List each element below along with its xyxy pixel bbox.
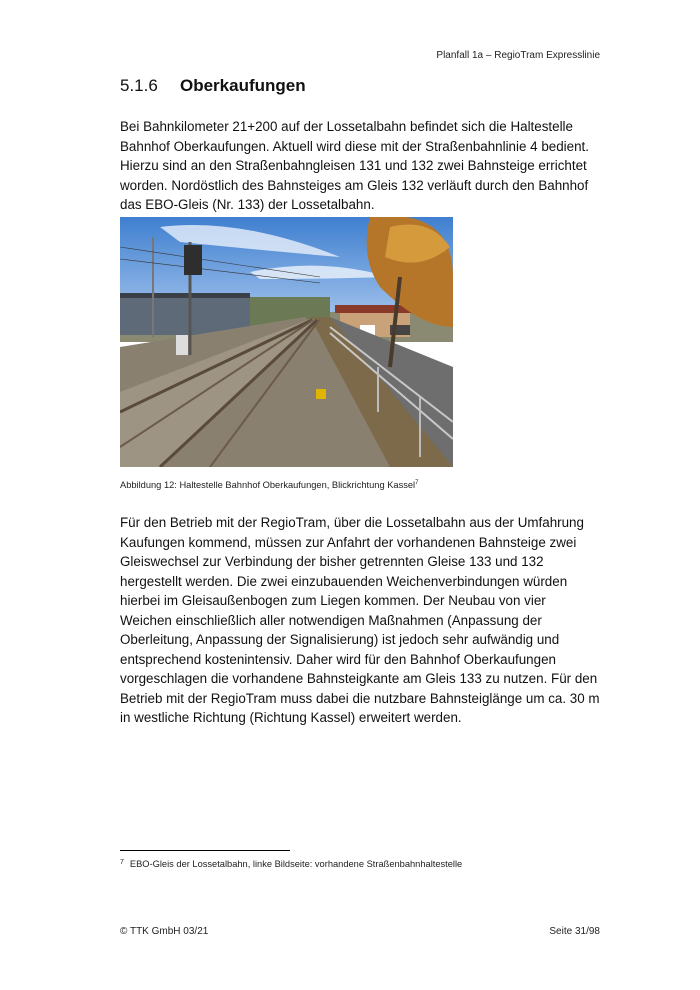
figure-caption bbox=[120, 480, 418, 490]
footnote bbox=[120, 859, 462, 869]
section-heading bbox=[120, 76, 306, 96]
section-number: 5.1.6 bbox=[120, 76, 158, 95]
figure-caption-text: Abbildung 12: Haltestelle Bahnhof Oberkaufungen, Blickrichtung Kassel bbox=[120, 480, 416, 491]
section-title: Oberkaufungen bbox=[180, 76, 306, 95]
station-photo bbox=[120, 217, 453, 467]
footnote-text: EBO-Gleis der Lossetalbahn, linke Bildseite: vorhandene Straßenbahnhaltestelle bbox=[129, 859, 463, 869]
running-header: Planfall 1a – RegioTram Expresslinie bbox=[436, 50, 600, 61]
footer-copyright: © TTK GmbH 03/21 bbox=[120, 926, 209, 937]
footnote-reference: 7 bbox=[415, 480, 419, 486]
footer-page-number: Seite 31/98 bbox=[549, 926, 600, 937]
paragraph-operation: Für den Betrieb mit der RegioTram, über die Lossetalbahn aus der Umfahrung Kaufungen kommend, müssen zur Anfahrt der vorhandenen Bahnsteige zwei Gleiswechsel zur Verbindung der bisher getrennten Gleise 133 und 132 hergestellt werden. Die zwei einzubauenden Weichenverbindungen würden hierbei im Gleisaußenbogen zum Liegen kommen. Der Neubau von vier Weichen einschließlich aller notwendigen Maßnahmen (Anpassung der Oberleitung, Anpassung der Signalisierung) ist jedoch sehr aufwändig und entsprechend kostenintensiv. Daher wird für den Bahnhof Oberkaufungen vorgeschlagen die vorhandene Bahnsteigkante am Gleis 133 zu nutzen. Für den Betrieb mit der RegioTram muss dabei die nutzbare Bahnsteiglänge um ca. 30 m in westliche Richtung (Richtung Kassel) erweitert werden. bbox=[120, 515, 600, 725]
paragraph-intro: Bei Bahnkilometer 21+200 auf der Lossetalbahn befindet sich die Haltestelle Bahnhof Oberkaufungen. Aktuell wird diese mit der Straßenbahnlinie 4 bedient. Hierzu sind an den Straßenbahngleisen 131 und 132 zwei Bahnsteige errichtet worden. Nordöstlich des Bahnsteiges am Gleis 132 verläuft durch den Bahnhof das EBO-Gleis (Nr. 133) der Lossetalbahn. bbox=[120, 119, 589, 212]
footnote-mark: 7 bbox=[120, 859, 124, 866]
footnote-divider bbox=[120, 850, 290, 851]
